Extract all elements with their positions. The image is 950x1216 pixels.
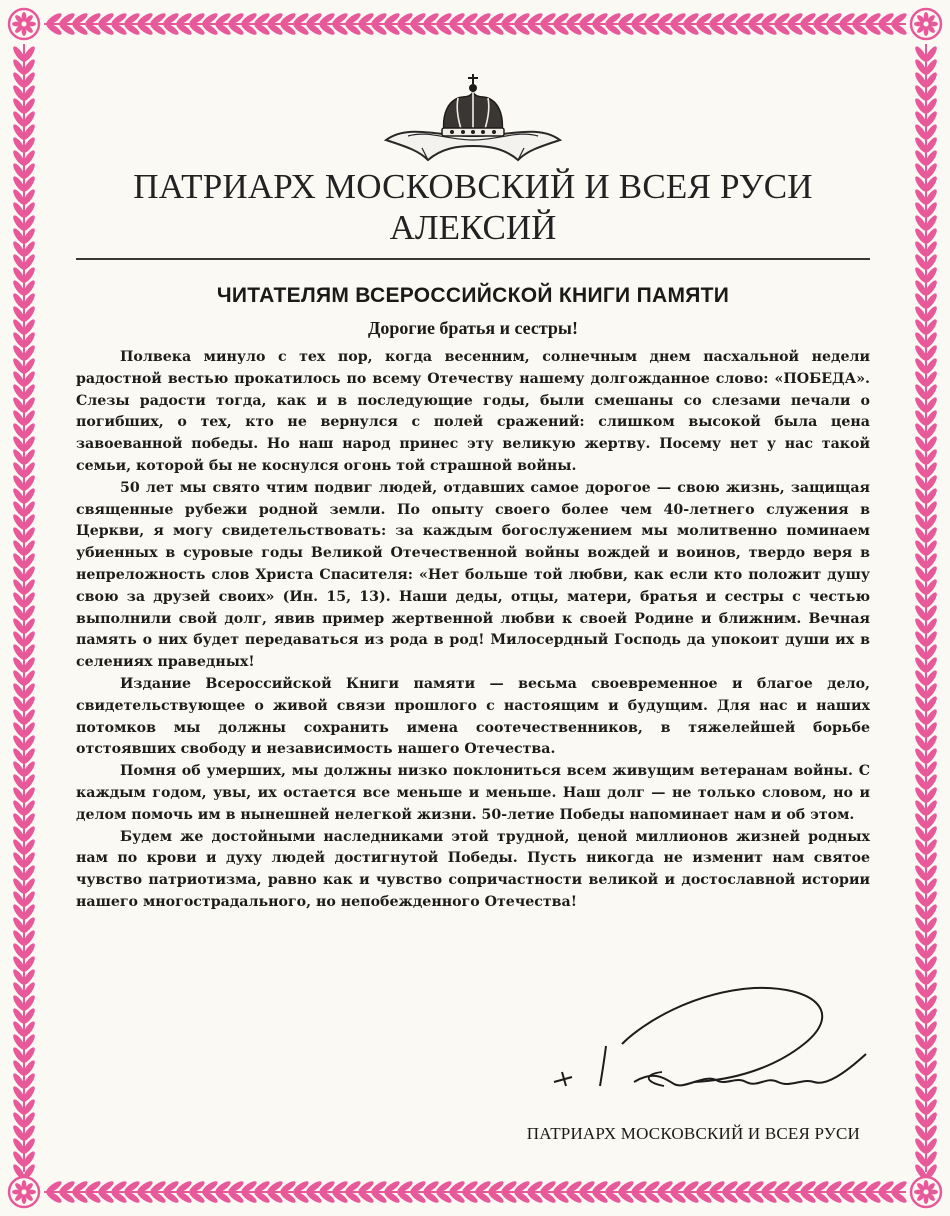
letter-body <box>76 347 870 914</box>
signature <box>544 982 874 1102</box>
signature-title: ПАТРИАРХ МОСКОВСКИЙ И ВСЕЯ РУСИ <box>526 1124 860 1143</box>
rosette-icon <box>9 1177 39 1207</box>
crown-emblem <box>76 74 870 166</box>
paragraph: Издание Всероссийской Книги памяти — весьма своевременное и благое дело, свидетельствующее о живой связи прошлого с настоящим и будущим. Для нас и наших потомков мы должны сохранить имена соотечественников, в тяжелейшей борьбе отстоявших свободу и независимость нашего Отечества. <box>76 675 870 758</box>
greeting: Дорогие братья и сестры! <box>368 318 578 338</box>
title-divider <box>76 258 870 260</box>
letter-heading: ЧИТАТЕЛЯМ ВСЕРОССИЙСКОЙ КНИГИ ПАМЯТИ <box>216 284 730 307</box>
paragraph: Помня об умерших, мы должны низко поклониться всем живущим ветеранам войны. С каждым годом, увы, их остается все меньше и меньше. Наш долг — не только словом, но и делом помочь им в нынешней нелегкой жизни. 50-летие Победы напоминает нам и об этом. <box>76 763 870 823</box>
rosette-icon <box>911 9 941 39</box>
rosette-icon <box>9 9 39 39</box>
page-title: ПАТРИАРХ МОСКОВСКИЙ И ВСЕЯ РУСИ <box>133 167 813 206</box>
letter <box>76 74 870 1143</box>
crown-icon <box>378 74 568 166</box>
paragraph: 50 лет мы свято чтим подвиг людей, отдавших самое дорогое — свою жизнь, защищая священные рубежи родной земли. По опыту своего более чем 40-летнего служения в Церкви, я могу свидетельствовать: за каждым богослужением мы молитвенно поминаем убиенных в суровые годы Великой Отечественной войны вождей и воинов, твердо веря в непреложность слов Христа Спасителя: «Нет больше той любви, как если кто положит душу свою за друзей своих» (Ин. 15, 13). Наши деды, отцы, матери, братья и сестры с честью выполнили свой долг, явив пример жертвенной любви к своей Родине и ближним. Вечная память о них будет передаваться из рода в род! Милосердный Господь да упокоит души их в селениях праведных! <box>76 479 870 671</box>
paragraph: Будем же достойными наследниками этой трудной, ценой миллионов жизней родных нам по крови и духу людей достигнутой Победы. Пусть никогда не изменит нам святое чувство патриотизма, равно как и чувство сопричастности великой и достославной истории нашего многострадального, но непобежденного Отечества! <box>76 828 870 910</box>
rosette-icon <box>911 1177 941 1207</box>
patriarch-name: АЛЕКСИЙ <box>389 208 557 247</box>
paragraph: Полвека минуло с тех пор, когда весенним, солнечным днем пасхальной недели радостной вестью прокатилось по всему Отечеству нашему долгожданное слово: «ПОБЕДА». Слезы радости тогда, как и в последующие годы, были смешаны со слезами печали о погибших, о тех, кто не вернулся с полей сражений: слишком высокой была цена завоеванной победы. Но наш народ принес эту великую жертву. Посему нет у нас такой семьи, которой бы не коснулся огонь той страшной войны. <box>76 349 870 474</box>
